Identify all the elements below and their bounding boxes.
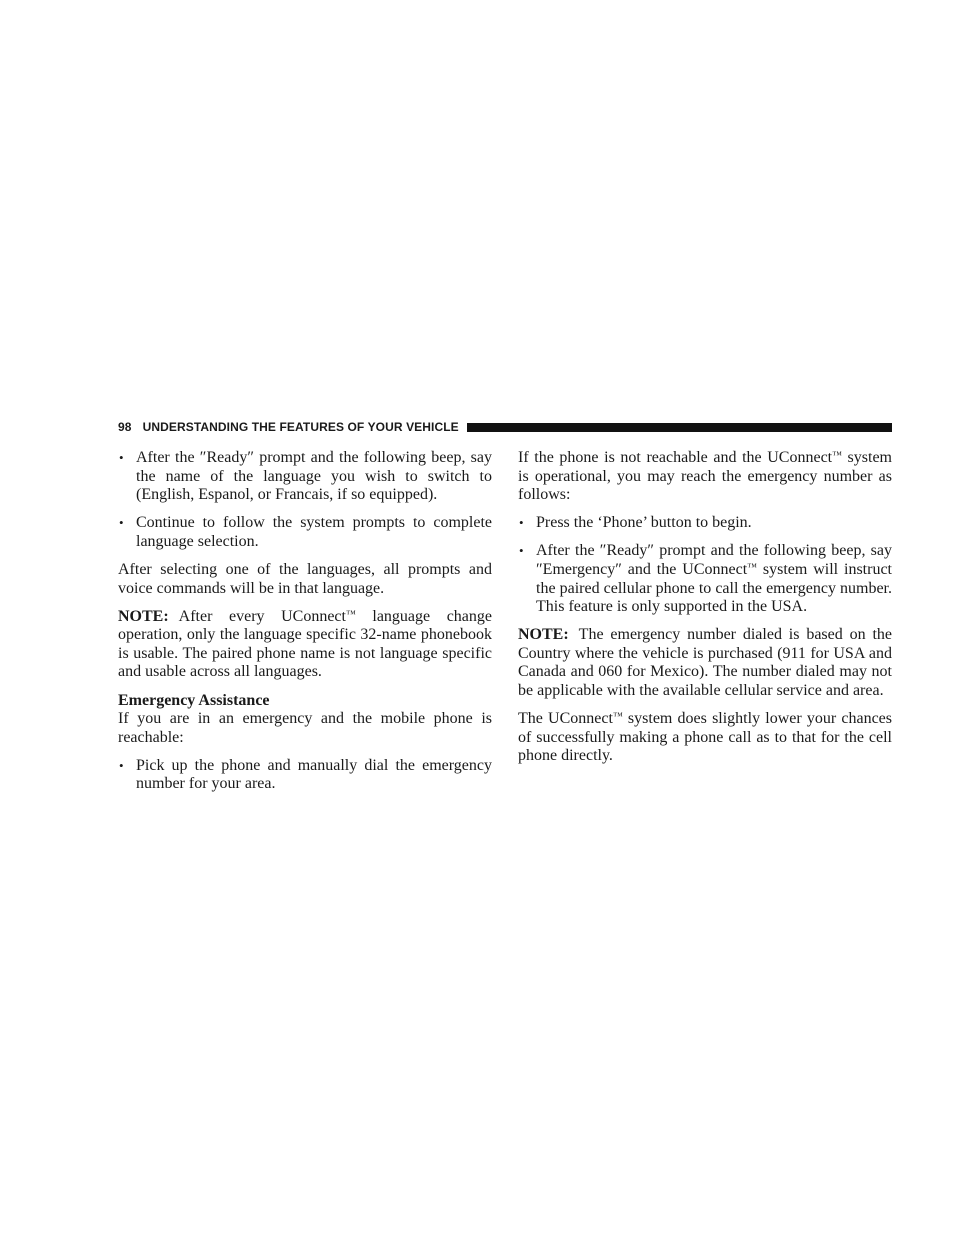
list-item (518, 542, 892, 616)
note-text: After every UConnect (178, 607, 346, 625)
bullet-icon: • (119, 450, 124, 465)
list-item-text-cont: system will instruct the paired cellular phone to call the emergency number. This feature is only supported in the USA. (536, 560, 892, 616)
bullet-icon: • (119, 757, 124, 773)
trademark-symbol: ™ (747, 561, 757, 573)
trademark-symbol: ™ (345, 608, 356, 620)
section-title: UNDERSTANDING THE FEATURES OF YOUR VEHICLE (142, 420, 459, 434)
paragraph-uconnect-chances (518, 710, 892, 766)
page-header (118, 419, 892, 435)
list-item-text: After the ″Ready″ prompt and the following beep, say ″Emergency″ and the UConnect (536, 542, 892, 578)
trademark-symbol: ™ (612, 711, 623, 723)
list-item (518, 514, 892, 533)
right-column (518, 449, 892, 775)
left-column (118, 449, 492, 804)
bullet-icon: • (119, 515, 124, 531)
list-item-text: After the ″Ready″ prompt and the following beep, say the name of the language you wish to switch to (English, Espanol, or Francais, if so equipped). (136, 449, 492, 504)
paragraph-text: If the phone is not reachable and the UConnect (518, 449, 833, 466)
list-item-text: Pick up the phone and manually dial the emergency number for your area. (136, 756, 492, 793)
bullet-icon: • (519, 515, 524, 531)
paragraph-text-cont: system is operational, you may reach the emergency number as follows: (518, 449, 892, 504)
trademark-symbol: ™ (832, 450, 842, 461)
note-label: NOTE: (118, 607, 169, 625)
paragraph-text-cont: system does slightly lower your chances of successfully making a phone call as to that for the cell phone directly. (518, 710, 893, 765)
list-item (118, 449, 492, 505)
note-emergency-number (518, 626, 892, 700)
note-language (118, 608, 492, 682)
list-item (118, 514, 492, 551)
page-number: 98 (118, 420, 132, 434)
list-item (118, 757, 492, 794)
note-label: NOTE: (518, 626, 569, 644)
list-item-text: Press the ‘Phone’ button to begin. (536, 514, 752, 532)
paragraph-phone-not-reachable (518, 449, 892, 505)
list-item-text: Continue to follow the system prompts to complete language selection. (136, 514, 492, 550)
bullet-icon: • (519, 543, 524, 559)
subheading-emergency-assistance: Emergency Assistance (118, 691, 270, 709)
paragraph-language-selected: After selecting one of the languages, all prompts and voice commands will be in that language. (118, 560, 492, 597)
paragraph-emergency-intro: If you are in an emergency and the mobile phone is reachable: (118, 710, 492, 746)
note-text-cont: language change operation, only the language specific 32-name phonebook is usable. The paired phone name is not language specific and usable across all languages. (118, 607, 492, 681)
paragraph-text: The UConnect (518, 710, 613, 728)
header-rule (467, 423, 892, 432)
note-text: The emergency number dialed is based on the Country where the vehicle is purchased (911 for USA and Canada and 060 for Mexico). The number dialed may not be applicable with the available cellular service and area. (518, 626, 892, 700)
